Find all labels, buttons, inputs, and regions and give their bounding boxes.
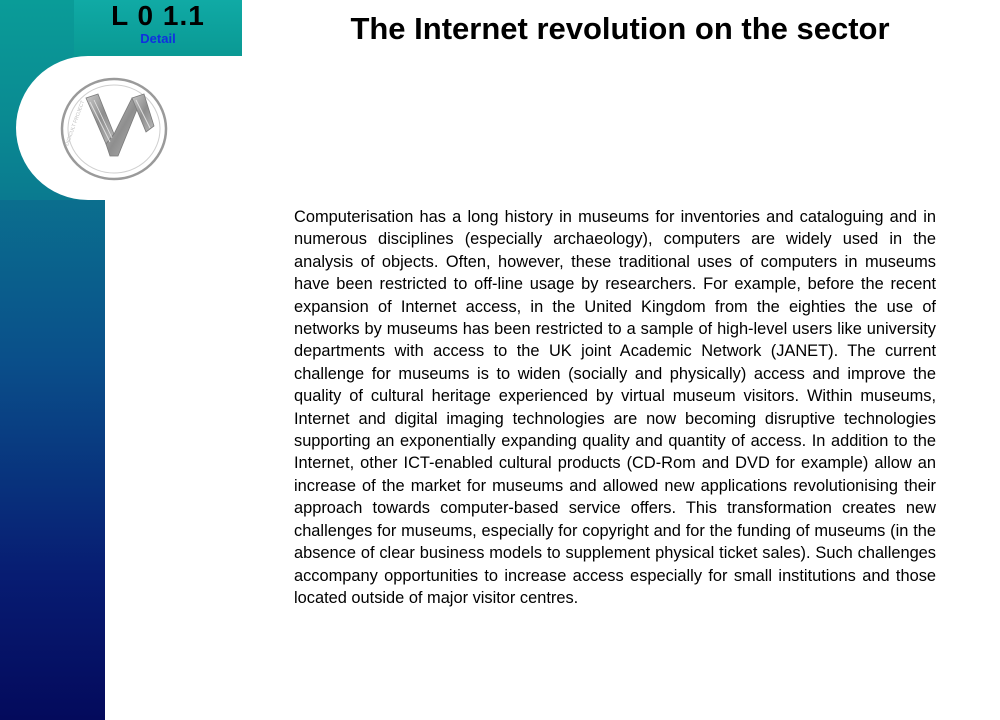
slide-code: L 0 1.1 xyxy=(111,0,205,31)
body-paragraph: Computerisation has a long history in museums for inventories and cataloguing and in numerous disciplines (especially archaeology), computers are widely used in the analysis of objects. Often, however, these traditional uses of computers in museums have been restricted to off-line usage by researchers. For example, before the recent expansion of Internet access, in the United Kingdom from the eighties the use of networks by museums has been restricted to a sample of high-level users like university departments with access to the UK joint Academic Network (JANET). The current challenge for museums is to widen (socially and physically) access and improve the quality of cultural heritage experienced by virtual museum visitors. Within museums, Internet and digital imaging technologies are now becoming disruptive technologies supporting an exponentially expanding quality and quantity of access. In addition to the Internet, other ICT-enabled cultural products (CD-Rom and DVD for example) allow an increase of the market for museums and allowed new applications revolutionising their approach towards computer-based service offers. This transformation creates new challenges for museums, especially for copyright and for the funding of museums (in the absence of clear business models to supplement physical ticket sales). Such challenges accompany opportunities to increase access especially for small institutions and those located outside of major visitor centres. xyxy=(294,208,936,607)
detail-link[interactable]: Detail xyxy=(140,31,176,46)
slide-code-box xyxy=(74,0,242,56)
page-title: The Internet revolution on the sector xyxy=(350,11,890,46)
project-logo-icon xyxy=(58,76,170,182)
logo-ring-text: DIGICULT PROJECT xyxy=(64,99,87,147)
